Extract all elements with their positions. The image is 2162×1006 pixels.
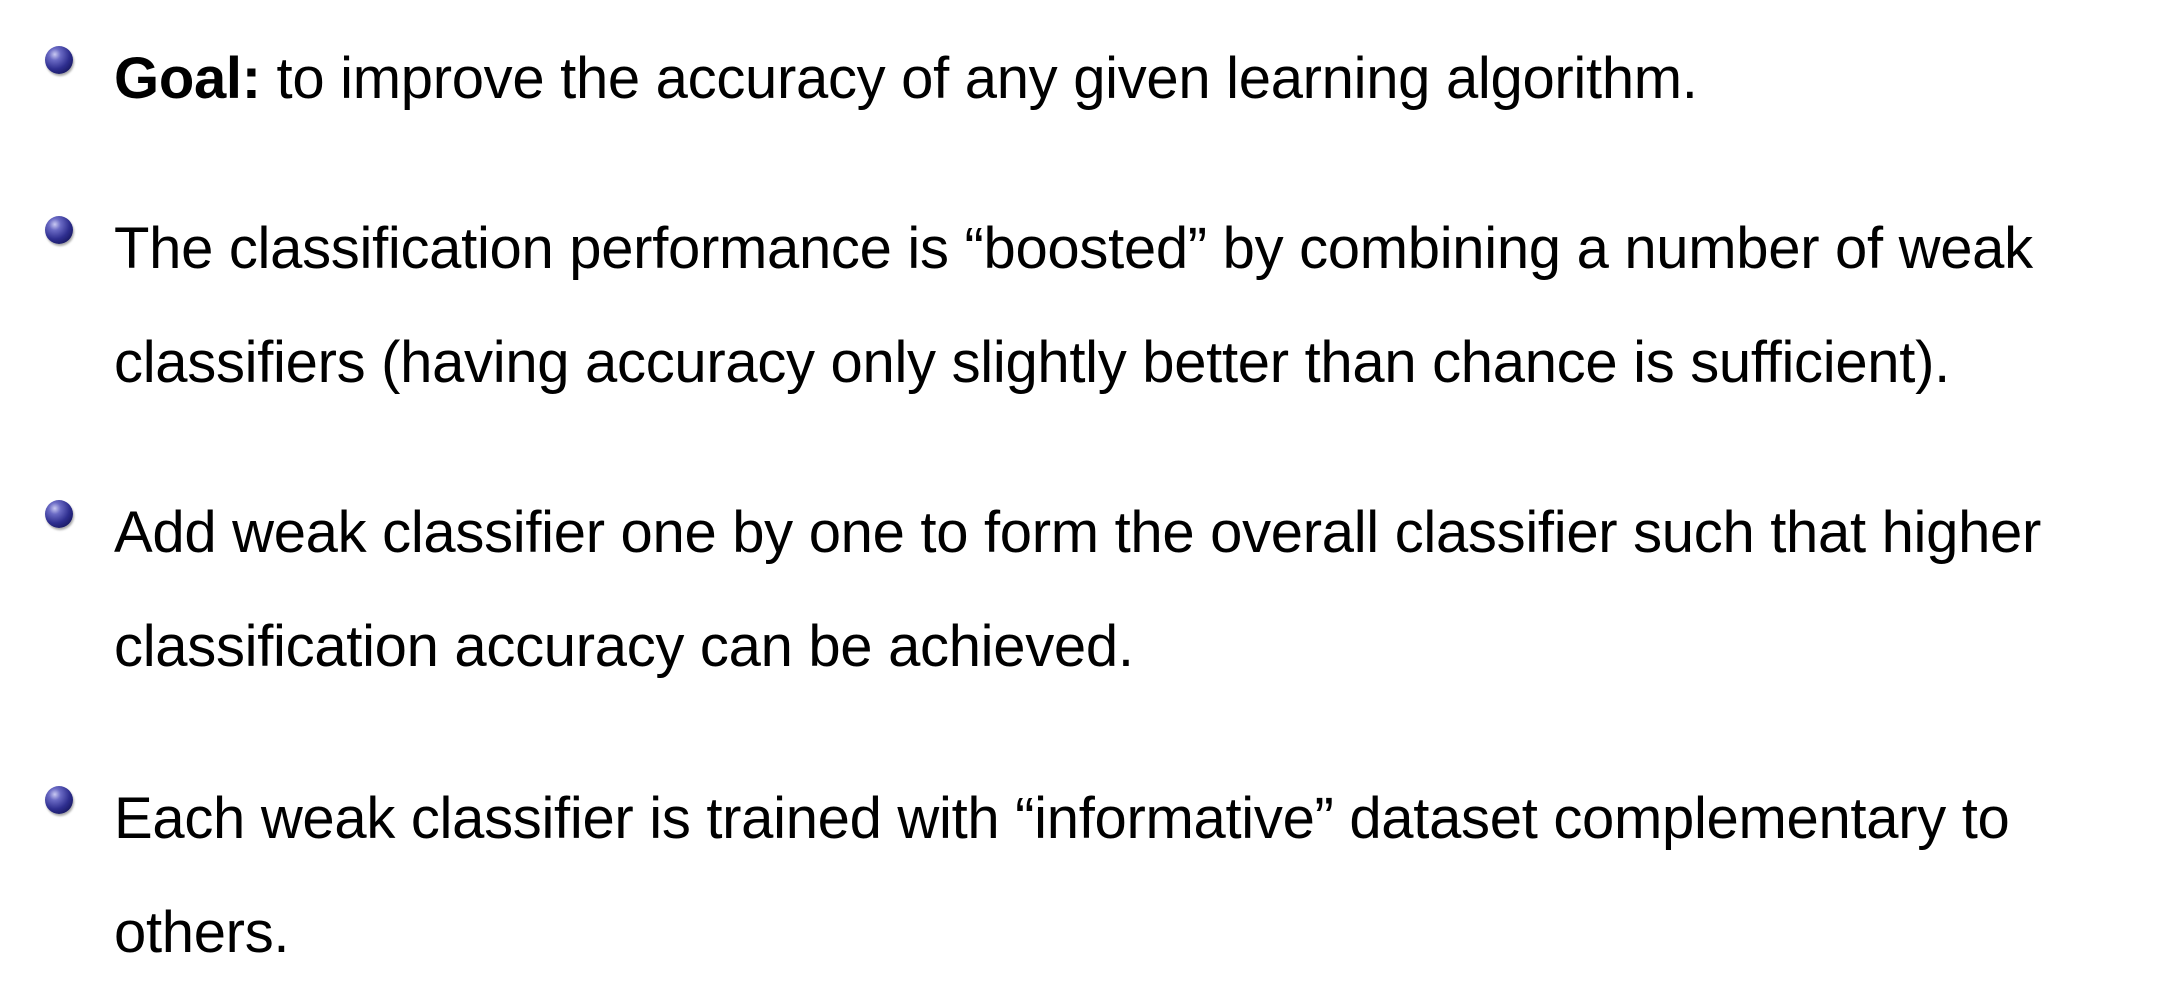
bullet-line <box>114 22 2144 136</box>
bullet-line: classifiers (having accuracy only slightly better than chance is sufficient). <box>114 330 1950 395</box>
bullet-line: Each weak classifier is trained with “informative” dataset complementary to <box>114 786 2010 851</box>
bullet-text <box>114 22 2144 136</box>
bullet-text <box>114 192 2144 420</box>
bullet-lead: Goal: <box>114 46 261 111</box>
bullet-text <box>114 476 2144 704</box>
bullet-line: Add weak classifier one by one to form the overall classifier such that higher <box>114 500 2042 565</box>
bullet-line: classification accuracy can be achieved. <box>114 614 1134 679</box>
bullet-text <box>114 762 2144 990</box>
bullet-line-text: to improve the accuracy of any given learning algorithm. <box>260 46 1698 111</box>
bullet-ball-icon <box>45 216 73 244</box>
bullet-line: The classification performance is “boosted” by combining a number of weak <box>114 216 2033 281</box>
bullet-ball-icon <box>45 500 73 528</box>
bullet-line: others. <box>114 900 290 965</box>
bullet-ball-icon <box>45 786 73 814</box>
bullet-ball-icon <box>45 46 73 74</box>
